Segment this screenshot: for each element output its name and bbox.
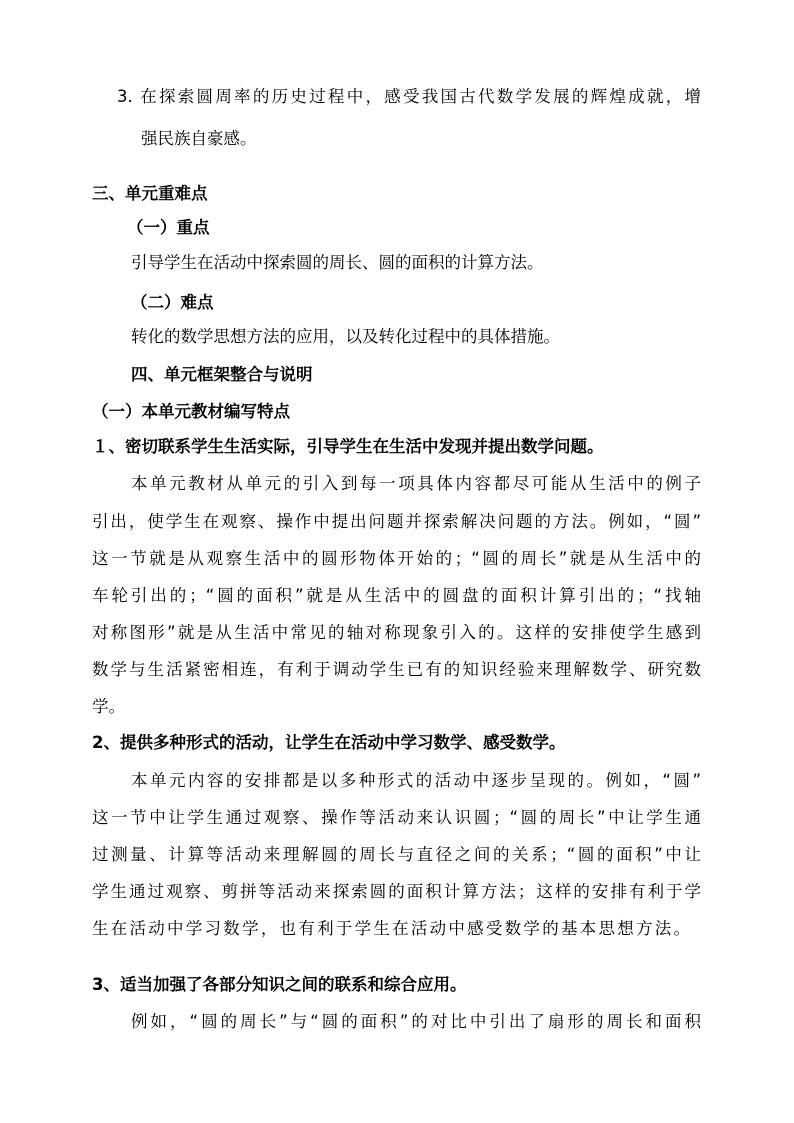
- objective-3-line-2: 强民族自豪感。: [141, 129, 257, 148]
- feature-1-para-line-3: 这一节就是从观察生活中的圆形物体开始的；“圆的周长”就是从生活中的: [92, 549, 701, 568]
- key-points-text: 引导学生在活动中探索圆的周长、圆的面积的计算方法。: [131, 253, 544, 272]
- section-heading-3: 三、单元重难点: [92, 184, 208, 203]
- feature-1-para-line-6: 数学与生活紧密相连，有利于调动学生已有的知识经验来理解数学、研究数: [92, 660, 701, 679]
- feature-2-heading: 2、提供多种形式的活动，让学生在活动中学习数学、感受数学。: [92, 733, 566, 752]
- feature-1-para-line-4: 车轮引出的；“圆的面积”就是从生活中的圆盘的面积计算引出的；“找轴: [92, 586, 701, 605]
- feature-1-para-line-1: 本单元教材从单元的引入到每一项具体内容都尽可能从生活中的例子: [131, 474, 701, 493]
- subheading-key-points: （一）重点: [127, 218, 210, 237]
- feature-2-para-line-2: 这一节中让学生通过观察、操作等活动来认识圆；“圆的周长”中让学生通: [92, 808, 701, 827]
- feature-1-heading: １、密切联系学生生活实际，引导学生在生活中发现并提出数学问题。: [92, 437, 604, 456]
- section-heading-4: 四、单元框架整合与说明: [131, 365, 313, 384]
- feature-3-para-line-1: 例如，“圆的周长”与“圆的面积”的对比中引出了扇形的周长和面积: [131, 1012, 701, 1031]
- feature-2-para-line-1: 本单元内容的安排都是以多种形式的活动中逐步呈现的。例如，“圆”: [131, 771, 701, 790]
- feature-1-para-line-5: 对称图形”就是从生活中常见的轴对称现象引入的。这样的安排使学生感到: [92, 623, 701, 642]
- objective-3-line-1: 3. 在探索圆周率的历史过程中，感受我国古代数学发展的辉煌成就，增: [117, 87, 701, 106]
- difficulties-text: 转化的数学思想方法的应用，以及转化过程中的具体措施。: [131, 327, 560, 346]
- subheading-features: （一）本单元教材编写特点: [92, 402, 290, 421]
- subheading-difficulties: （二）难点: [131, 293, 214, 312]
- feature-2-para-line-5: 生在活动中学习数学，也有利于学生在活动中感受数学的基本思想方法。: [92, 919, 690, 938]
- feature-1-para-line-7: 学。: [92, 697, 125, 716]
- feature-2-para-line-4: 学生通过观察、剪拼等活动来探索圆的面积计算方法；这样的安排有利于学: [92, 882, 701, 901]
- feature-1-para-line-2: 引出，使学生在观察、操作中提出问题并探索解决问题的方法。例如，“圆”: [92, 512, 701, 531]
- feature-3-heading: 3、适当加强了各部分知识之间的联系和综合应用。: [92, 975, 467, 994]
- feature-2-para-line-3: 过测量、计算等活动来理解圆的周长与直径之间的关系；“圆的面积”中让: [92, 845, 701, 864]
